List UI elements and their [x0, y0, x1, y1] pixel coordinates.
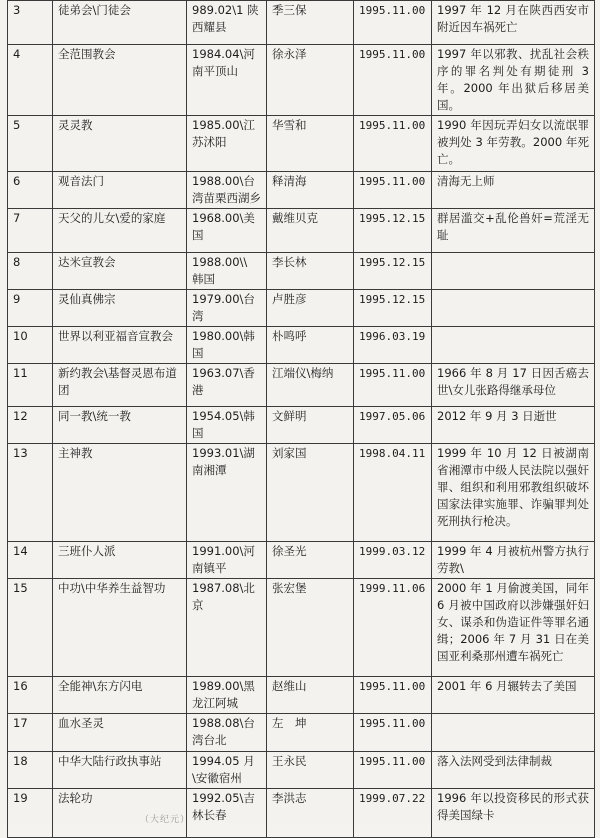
cell-leader: 刘家国 — [267, 444, 354, 542]
cell-date: 1995.12.15 — [354, 209, 432, 253]
cell-origin: 1989.00\黑龙江阿城 — [187, 677, 267, 714]
cell-leader: 徐永泽 — [267, 45, 354, 116]
footer-fragment: （大纪元） — [140, 815, 191, 825]
cell-leader: 卢胜彦 — [267, 290, 354, 327]
cell-leader: 李洪志 — [267, 789, 354, 838]
cell-note: 1997 年 12 月在陕西西安市附近因车祸死亡 — [432, 1, 595, 45]
cell-origin: 1954.05\韩国 — [187, 407, 267, 444]
cell-note: 1999 年 10 月 12 日被湖南省湘潭市中级人民法院以强奸罪、组织和利用邪教组织破坏国家法律实施罪、诈骗罪判处死刑执行枪决。 — [432, 444, 595, 542]
cell-origin: 1992.05\吉林长春 — [187, 789, 267, 838]
cell-name: 三班仆人派 — [53, 542, 187, 579]
cell-date: 1995.11.00 — [354, 752, 432, 789]
table-row — [8, 172, 595, 209]
cell-origin: 989.02\1 陕西耀县 — [187, 1, 267, 45]
cell-number: 9 — [8, 290, 53, 327]
table-row — [8, 209, 595, 253]
cult-list-table — [7, 0, 595, 838]
table-row — [8, 789, 595, 838]
cell-name: 达米宣教会 — [53, 253, 187, 290]
cell-number: 19 — [8, 789, 53, 838]
cell-origin: 1985.00\江苏沭阳 — [187, 116, 267, 172]
cell-leader: 朴鸣呼 — [267, 327, 354, 364]
cell-number: 10 — [8, 327, 53, 364]
cell-number: 5 — [8, 116, 53, 172]
cell-name: 世界以利亚福音宣教会 — [53, 327, 187, 364]
cell-leader: 江端仪\梅纳 — [267, 364, 354, 407]
cell-number: 4 — [8, 45, 53, 116]
cell-number: 13 — [8, 444, 53, 542]
cell-name: 主神教 — [53, 444, 187, 542]
cell-leader: 张宏堡 — [267, 579, 354, 677]
cell-number: 8 — [8, 253, 53, 290]
table-row — [8, 579, 595, 677]
cell-leader: 文鲜明 — [267, 407, 354, 444]
table-row — [8, 45, 595, 116]
cell-note: 1996 年以投资移民的形式获得美国绿卡 — [432, 789, 595, 838]
cell-number: 18 — [8, 752, 53, 789]
cell-date: 1995.11.00 — [354, 1, 432, 45]
cell-origin: 1988.08\台湾台北 — [187, 714, 267, 752]
cell-note — [432, 327, 595, 364]
table-row — [8, 714, 595, 752]
cell-name: 中功\中华养生益智功 — [53, 579, 187, 677]
cell-origin: 1968.00\美国 — [187, 209, 267, 253]
cell-date: 1995.11.00 — [354, 714, 432, 752]
cell-name: 天父的儿女\爱的家庭 — [53, 209, 187, 253]
cell-origin: 1979.00\台湾 — [187, 290, 267, 327]
cell-origin: 1980.00\韩国 — [187, 327, 267, 364]
cell-number: 14 — [8, 542, 53, 579]
cell-name: 血水圣灵 — [53, 714, 187, 752]
cell-number: 12 — [8, 407, 53, 444]
cell-note: 1966 年 8 月 17 日因舌癌去世\女儿张路得继承母位 — [432, 364, 595, 407]
cell-name: 全能神\东方闪电 — [53, 677, 187, 714]
cell-date: 1998.04.11 — [354, 444, 432, 542]
cell-origin: 1963.07\香港 — [187, 364, 267, 407]
cell-leader: 左 坤 — [267, 714, 354, 752]
cell-note — [432, 290, 595, 327]
cell-note — [432, 714, 595, 752]
cell-date: 1995.11.00 — [354, 45, 432, 116]
cell-origin: 1993.01\湖南湘潭 — [187, 444, 267, 542]
cell-leader: 戴维贝克 — [267, 209, 354, 253]
cell-date: 1999.07.22 — [354, 789, 432, 838]
cell-note: 落入法网受到法律制裁 — [432, 752, 595, 789]
cell-date: 1995.12.15 — [354, 290, 432, 327]
cell-name: 徒弟会\门徒会 — [53, 1, 187, 45]
cell-name: 灵灵教 — [53, 116, 187, 172]
table-row — [8, 253, 595, 290]
cell-date: 1999.11.06 — [354, 579, 432, 677]
table-row — [8, 364, 595, 407]
cell-number: 6 — [8, 172, 53, 209]
cell-date: 1995.11.00 — [354, 364, 432, 407]
table-row — [8, 407, 595, 444]
cell-date: 1995.11.00 — [354, 172, 432, 209]
cell-note: 群居滥交+乱伦兽奸=荒淫无耻 — [432, 209, 595, 253]
cell-origin: 1988.00\台湾苗栗西湖乡 — [187, 172, 267, 209]
cell-leader: 赵维山 — [267, 677, 354, 714]
cell-note: 2000 年 1 月偷渡美国，同年 6 月被中国政府以涉嫌强奸妇女、谋杀和伪造证件等罪名通缉；2006 年 7 月 31 日在美国亚利桑那州遭车祸死亡 — [432, 579, 595, 677]
cell-note: 1997 年以邪教、扰乱社会秩序的罪名判处有期徒刑 3 年。2000 年出狱后移居美国。 — [432, 45, 595, 116]
cell-note: 清海无上师 — [432, 172, 595, 209]
table-row — [8, 752, 595, 789]
cell-number: 16 — [8, 677, 53, 714]
cell-name: 中华大陆行政执事站 — [53, 752, 187, 789]
cell-note: 2001 年 6 月辗转去了美国 — [432, 677, 595, 714]
cell-note: 1990 年因玩弄妇女以流氓罪被判处 3 年劳教。2000 年死亡。 — [432, 116, 595, 172]
cell-number: 17 — [8, 714, 53, 752]
cell-name: 灵仙真佛宗 — [53, 290, 187, 327]
table-row — [8, 542, 595, 579]
cell-name: 同一教\统一教 — [53, 407, 187, 444]
cell-note: 2012 年 9 月 3 日逝世 — [432, 407, 595, 444]
cell-leader: 徐圣光 — [267, 542, 354, 579]
cell-note — [432, 253, 595, 290]
cell-name: 法轮功 — [53, 789, 187, 838]
cell-name: 观音法门 — [53, 172, 187, 209]
cell-leader: 王永民 — [267, 752, 354, 789]
cell-leader: 季三保 — [267, 1, 354, 45]
table-row — [8, 444, 595, 542]
table-row — [8, 1, 595, 45]
cell-number: 7 — [8, 209, 53, 253]
cell-date: 1995.11.00 — [354, 677, 432, 714]
cell-number: 11 — [8, 364, 53, 407]
cell-date: 1999.03.12 — [354, 542, 432, 579]
cell-leader: 李长林 — [267, 253, 354, 290]
cell-date: 1996.03.19 — [354, 327, 432, 364]
cell-date: 1995.12.15 — [354, 253, 432, 290]
cell-origin: 1988.00\\ 韩国 — [187, 253, 267, 290]
table-row — [8, 677, 595, 714]
cell-origin: 1987.08\北京 — [187, 579, 267, 677]
cell-note: 1999 年 4 月被杭州警方执行劳教\ — [432, 542, 595, 579]
table-row — [8, 327, 595, 364]
cell-name: 全范围教会 — [53, 45, 187, 116]
cell-origin: 1991.00\河南镇平 — [187, 542, 267, 579]
cell-number: 15 — [8, 579, 53, 677]
cell-number: 3 — [8, 1, 53, 45]
cell-origin: 1994.05 月\安徽宿州 — [187, 752, 267, 789]
table-row — [8, 116, 595, 172]
cell-name: 新约教会\基督灵恩布道团 — [53, 364, 187, 407]
cell-leader: 释清海 — [267, 172, 354, 209]
cell-origin: 1984.04\河南平顶山 — [187, 45, 267, 116]
cell-date: 1995.11.00 — [354, 116, 432, 172]
table-row — [8, 290, 595, 327]
cell-leader: 华雪和 — [267, 116, 354, 172]
cell-date: 1997.05.06 — [354, 407, 432, 444]
